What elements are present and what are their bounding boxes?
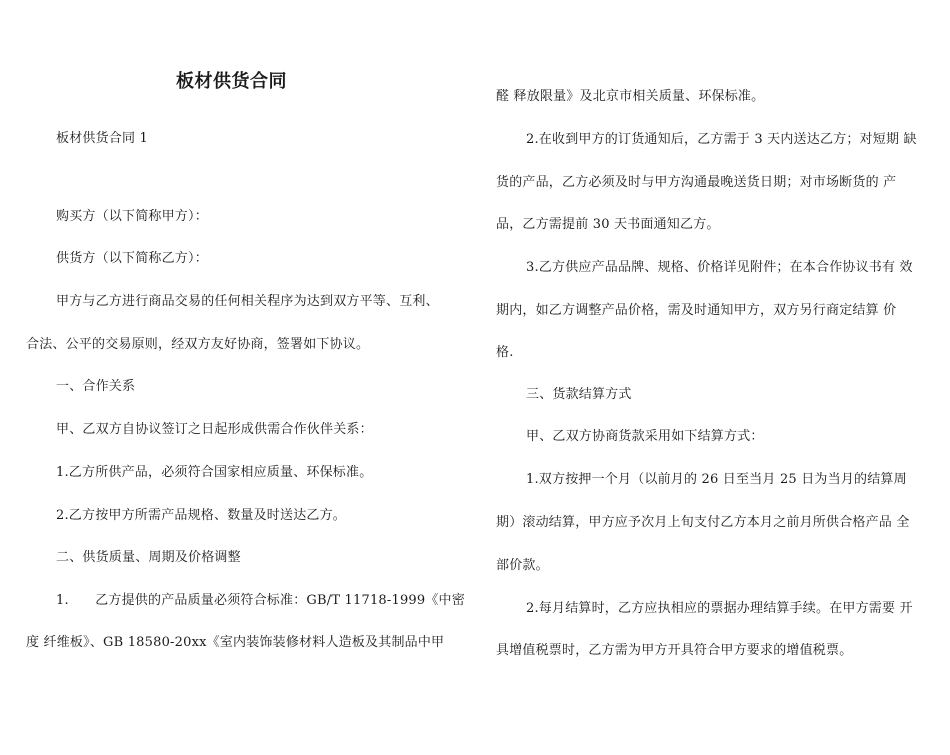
paragraph-line: 货的产品，乙方必须及时与甲方沟通最晚送货日期；对市场断货的 产 — [496, 175, 897, 190]
paragraph-line: 甲方与乙方进行商品交易的任何相关程序为达到双方平等、互利、 — [56, 294, 439, 309]
paragraph-line: 2.每月结算时，乙方应执相应的票据办理结算手续。在甲方需要 开 — [526, 601, 913, 616]
paragraph-line: 部价款。 — [496, 558, 549, 573]
paragraph-line: 度 纤维板》、GB 18580-20xx《室内装饰装修材料人造板及其制品中甲 — [26, 635, 445, 650]
paragraph-line: 2.乙方按甲方所需产品规格、数量及时送达乙方。 — [56, 508, 347, 523]
paragraph-line: 甲、乙双方协商货款采用如下结算方式： — [526, 429, 764, 444]
section-heading: 一、合作关系 — [56, 379, 136, 394]
paragraph-line: 1.乙方所供产品，必须符合国家相应质量、环保标准。 — [56, 465, 373, 480]
paragraph-line: 2.在收到甲方的订货通知后，乙方需于 3 天内送达乙方；对短期 缺 — [526, 132, 917, 147]
paragraph-line: 期内，如乙方调整产品价格，需及时通知甲方，双方另行商定结算 价 — [496, 303, 897, 318]
document-title: 板材供货合同 — [176, 71, 287, 92]
paragraph-line: 具增值税票时，乙方需为甲方开具符合甲方要求的增值税票。 — [496, 643, 853, 658]
paragraph-line: 1.双方按押一个月（以前月的 26 日至当月 25 日为当月的结算周 — [526, 472, 907, 487]
buyer-line: 购买方（以下简称甲方）： — [56, 209, 208, 224]
paragraph-line: 合法、公平的交易原则，经双方友好协商，签署如下协议。 — [26, 337, 370, 352]
supplier-line: 供货方（以下简称乙方）： — [56, 251, 208, 266]
section-heading: 二、供货质量、周期及价格调整 — [56, 550, 241, 565]
paragraph-line: 期）滚动结算，甲方应予次月上旬支付乙方本月之前月所供合格产品 全 — [496, 515, 910, 530]
paragraph-line: 格. — [496, 345, 514, 360]
paragraph-line: 甲、乙双方自协议签订之日起形成供需合作伙伴关系： — [56, 422, 373, 437]
doc-subtitle: 板材供货合同 1 — [56, 131, 149, 146]
paragraph-line: 品，乙方需提前 30 天书面通知乙方。 — [496, 217, 720, 232]
paragraph-line: 3.乙方供应产品品牌、规格、价格详见附件；在本合作协议书有 效 — [526, 260, 913, 275]
section-heading: 三、货款结算方式 — [526, 387, 632, 402]
paragraph-line: 醛 释放限量》及北京市相关质量、环保标准。 — [496, 89, 765, 104]
paragraph-line: 1. 乙方提供的产品质量必须符合标准：GB/T 11718-1999《中密 — [56, 593, 465, 608]
